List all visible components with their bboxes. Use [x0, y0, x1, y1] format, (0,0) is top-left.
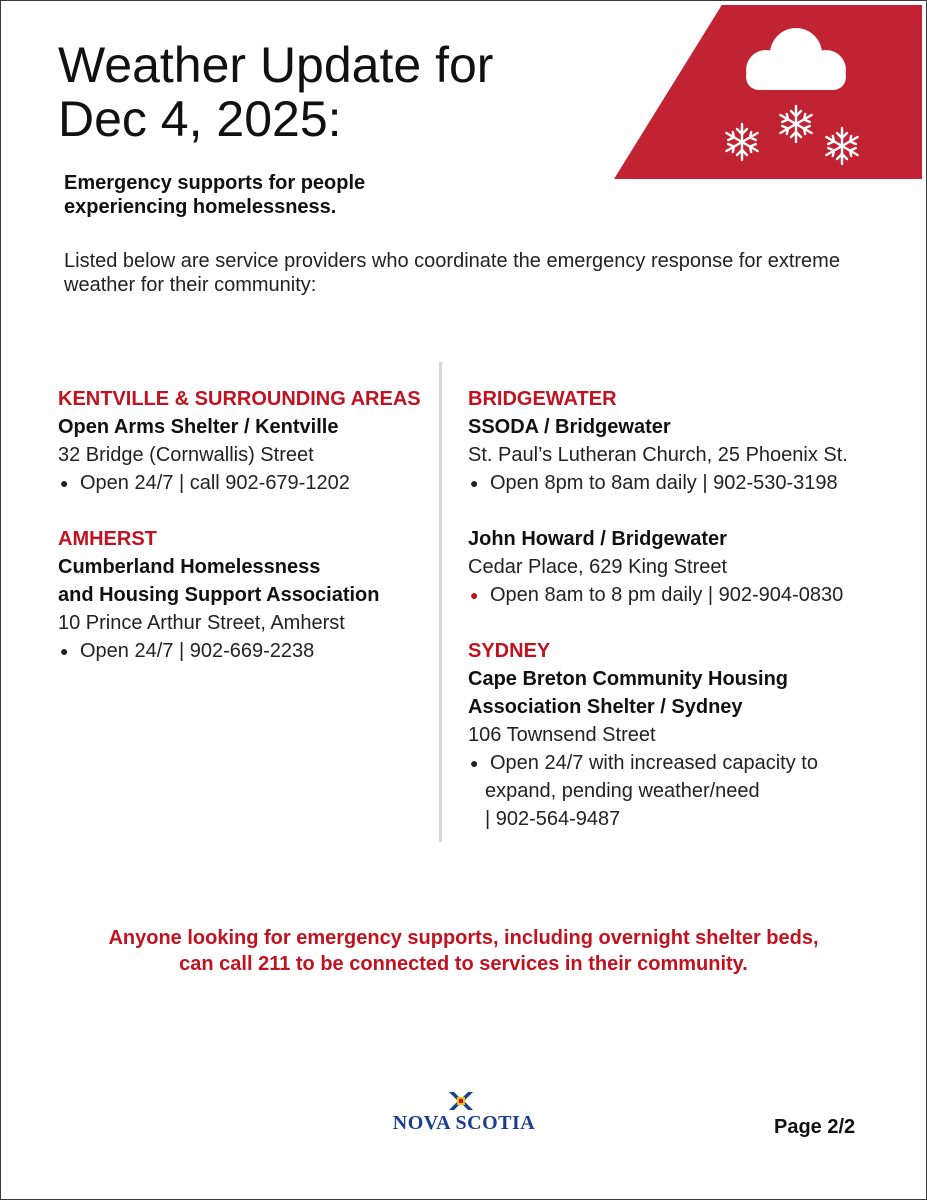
- sydney-block: [468, 637, 888, 833]
- logo-wordmark: NOVA SCOTIA: [392, 1112, 536, 1134]
- detail-line-3: | 902-564-9487: [485, 808, 621, 830]
- bullet-icon: ●: [470, 475, 479, 491]
- nova-scotia-logo: [386, 1090, 542, 1138]
- right-column: [468, 385, 888, 861]
- bullet-icon: ●: [60, 475, 69, 491]
- provider-detail: ● Open 24/7 | call 902-679-1202: [58, 469, 428, 497]
- provider-name-line-1: Cumberland Homelessness: [58, 556, 321, 578]
- region-heading-amherst: AMHERST: [58, 528, 157, 550]
- provider-detail: ● Open 8pm to 8am daily | 902-530-3198: [468, 469, 888, 497]
- provider-address: 106 Townsend Street: [468, 724, 656, 746]
- notice-line-1: Anyone looking for emergency supports, including overnight shelter beds,: [108, 927, 819, 949]
- page-title: [58, 38, 493, 146]
- provider-name-line-1: Cape Breton Community Housing: [468, 668, 789, 690]
- provider-name-line-2: Association Shelter / Sydney: [468, 696, 743, 718]
- provider-address: St. Paul’s Lutheran Church, 25 Phoenix St.: [468, 444, 848, 466]
- provider-detail: ● Open 24/7 | 902-669-2238: [58, 637, 428, 665]
- provider-address: 32 Bridge (Cornwallis) Street: [58, 444, 314, 466]
- provider-detail: ● Open 8am to 8 pm daily | 902-904-0830: [468, 581, 888, 609]
- nova-scotia-flag-icon: [448, 1090, 474, 1112]
- bullet-icon: ●: [470, 587, 479, 603]
- notice-line-2: can call 211 to be connected to services in their community.: [179, 953, 748, 975]
- bullet-icon: ●: [60, 643, 69, 659]
- bullet-icon: ●: [470, 755, 479, 771]
- title-line-2: Dec 4, 2025:: [58, 91, 342, 147]
- region-heading-bridgewater: BRIDGEWATER: [468, 388, 617, 410]
- snow-cloud-icon: [714, 18, 874, 178]
- left-column: [58, 385, 428, 693]
- provider-address: Cedar Place, 629 King Street: [468, 556, 728, 578]
- page-number: Page 2/2: [774, 1116, 856, 1138]
- bridgewater-block: [468, 385, 888, 497]
- subtitle: [64, 171, 365, 219]
- provider-address: 10 Prince Arthur Street, Amherst: [58, 612, 345, 634]
- kentville-block: [58, 385, 428, 497]
- call-211-notice: [0, 925, 927, 977]
- subtitle-line-1: Emergency supports for people: [64, 172, 366, 194]
- subtitle-line-2: experiencing homelessness.: [64, 196, 337, 218]
- provider-name: SSODA / Bridgewater: [468, 416, 671, 438]
- column-divider: [439, 362, 442, 842]
- detail-line-1: Open 24/7 with increased capacity to: [490, 752, 818, 774]
- title-line-1: Weather Update for: [58, 37, 494, 93]
- john-howard-block: [468, 525, 888, 609]
- provider-name-line-2: and Housing Support Association: [58, 584, 380, 606]
- intro-text: Listed below are service providers who coordinate the emergency response for extreme weather for their community:: [64, 250, 840, 296]
- provider-name: John Howard / Bridgewater: [468, 528, 727, 550]
- region-heading-sydney: SYDNEY: [468, 640, 551, 662]
- provider-detail: [468, 749, 888, 833]
- detail-line-2: expand, pending weather/need: [485, 780, 760, 802]
- region-heading-kentville: KENTVILLE & SURROUNDING AREAS: [58, 388, 421, 410]
- amherst-block: [58, 525, 428, 665]
- provider-name: Open Arms Shelter / Kentville: [58, 416, 339, 438]
